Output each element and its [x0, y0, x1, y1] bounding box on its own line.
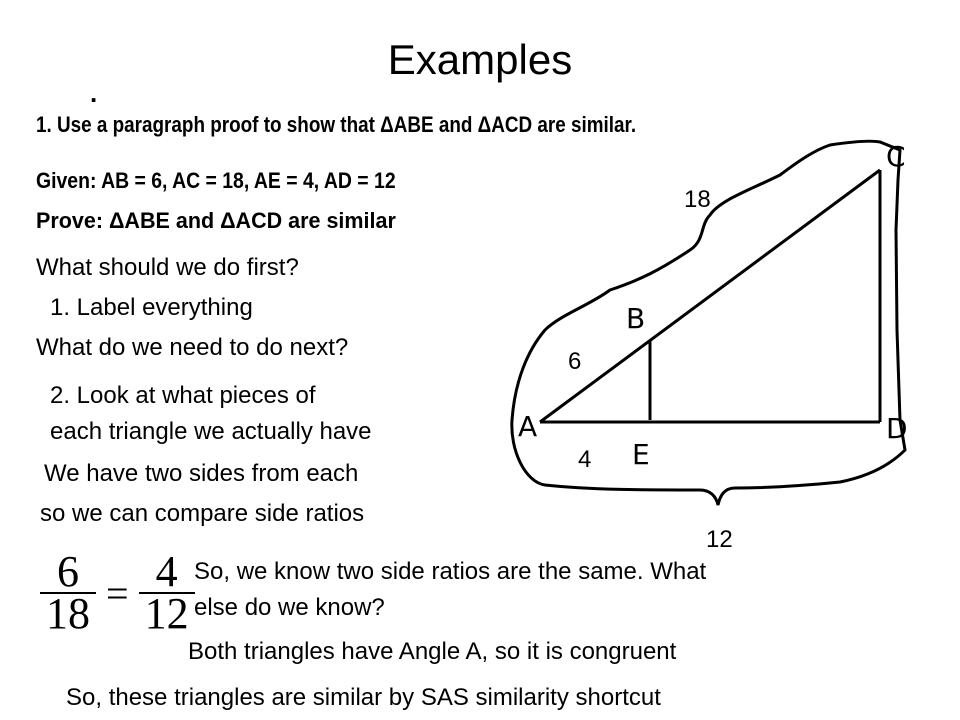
vertex-label-e: E — [632, 438, 650, 471]
answer-look-line1: 2. Look at what pieces of — [50, 382, 316, 409]
fraction-left-numerator: 6 — [57, 547, 79, 596]
question-first: What should we do first? — [36, 254, 299, 281]
answer-look-line2: each triangle we actually have — [50, 418, 372, 445]
conclusion-ratios-line2: else do we know? — [194, 594, 385, 621]
fraction-left — [40, 547, 96, 638]
slide-title: Examples — [387, 36, 573, 83]
length-label-ae: 4 — [578, 446, 592, 473]
fraction-right-numerator: 4 — [155, 547, 178, 596]
conclusion-angle: Both triangles have Angle A, so it is congruent — [188, 638, 677, 665]
fraction-right — [139, 547, 195, 638]
bullet-dot: . — [90, 78, 98, 108]
ratio-equation — [40, 547, 195, 638]
note-two-sides-line1: We have two sides from each — [44, 460, 359, 487]
note-two-sides-line2: so we can compare side ratios — [40, 500, 365, 527]
vertex-label-b: B — [626, 302, 646, 335]
vertex-label-d: D — [886, 412, 908, 445]
question-next: What do we need to do next? — [36, 334, 349, 361]
length-label-ad: 12 — [706, 526, 733, 553]
length-label-ab: 6 — [568, 348, 582, 375]
prove-statement: Prove: ΔABE and ΔACD are similar — [36, 208, 396, 233]
problem-statement: 1. Use a paragraph proof to show that ΔABE and ΔACD are similar. — [36, 112, 637, 137]
vertex-label-c: C — [886, 140, 906, 173]
given-statement: Given: AB = 6, AC = 18, AE = 4, AD = 12 — [36, 168, 396, 193]
answer-label-everything: 1. Label everything — [50, 294, 253, 321]
conclusion-ratios-line1: So, we know two side ratios are the same. What — [194, 558, 707, 585]
vertex-label-a: A — [518, 410, 538, 443]
length-label-ac: 18 — [684, 186, 711, 213]
fraction-right-denominator: 12 — [139, 592, 195, 634]
equals-sign: = — [106, 570, 129, 616]
conclusion-final: So, these triangles are similar by SAS similarity shortcut — [66, 684, 661, 711]
fraction-left-denominator: 18 — [40, 592, 96, 634]
